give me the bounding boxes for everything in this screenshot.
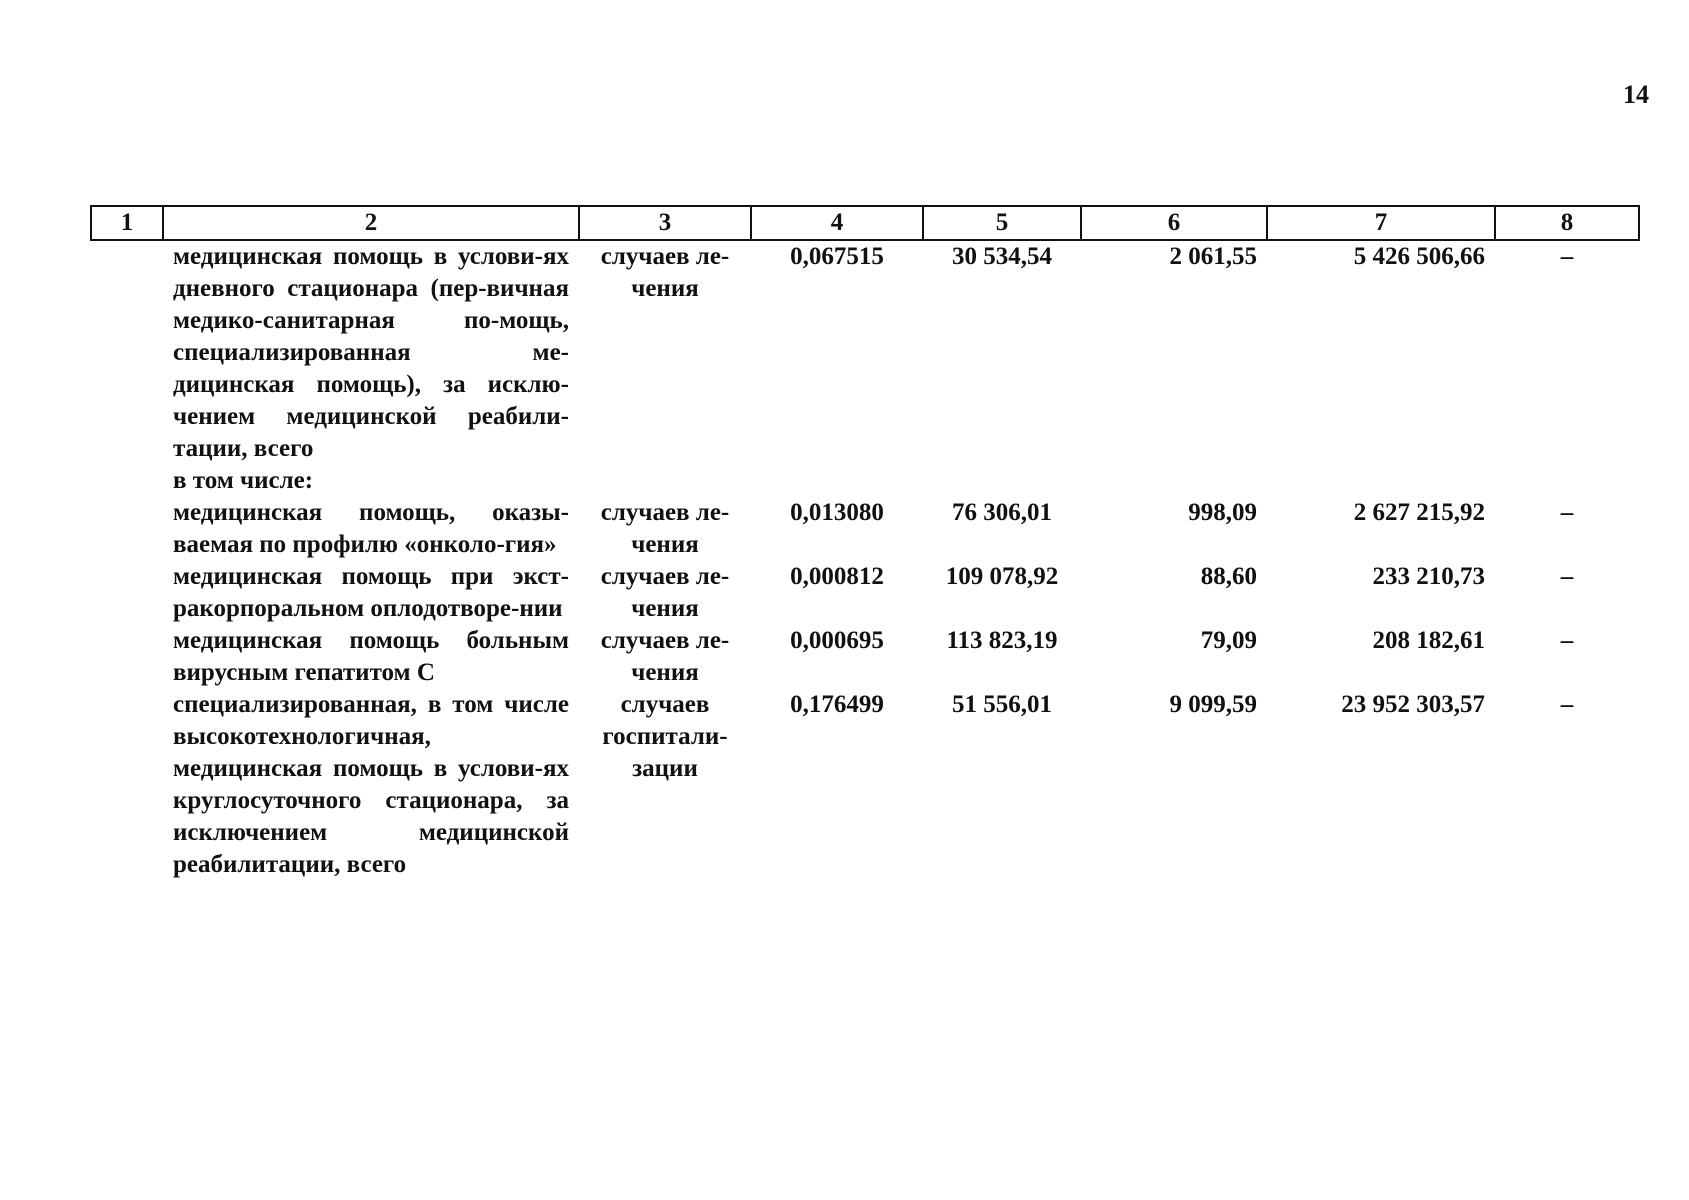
row-col-6: 88,60 [1200, 563, 1257, 590]
row-col-5: 30 534,54 [952, 243, 1052, 270]
table-row [91, 561, 1639, 625]
row-col-8: – [1560, 691, 1574, 718]
row-name: медицинская помощь, оказы-ваемая по профилю «онколо-гия» [173, 499, 569, 558]
row-col-6: 998,09 [1188, 499, 1257, 526]
row-col-4: 0,176499 [790, 691, 884, 718]
row-col-4: 0,067515 [790, 243, 884, 270]
row-col-6: 79,09 [1200, 627, 1257, 654]
header-col-6: 6 [1081, 206, 1267, 240]
table-row [91, 240, 1639, 465]
row-unit: случаев госпитали-зации [602, 691, 728, 782]
row-name: медицинская помощь при экст-ракорпоральном оплодотворе-нии [173, 563, 569, 622]
data-table [90, 205, 1640, 881]
row-number-cell [91, 561, 163, 625]
row-col-6: 2 061,55 [1169, 243, 1257, 270]
row-col-4: 0,013080 [790, 499, 884, 526]
row-col-7: 233 210,73 [1372, 563, 1485, 590]
header-col-4: 4 [751, 206, 923, 240]
row-col-7: 208 182,61 [1372, 627, 1485, 654]
row-col-7: 23 952 303,57 [1341, 691, 1485, 718]
row-name: медицинская помощь в услови-ях дневного стационара (пер-вичная медико-санитарная по-мощь, специализированная ме-дицинская помощь), за исклю-чением медицинской реабили-тации, всего [173, 243, 569, 462]
row-unit: случаев ле-чения [600, 499, 730, 558]
header-col-1: 1 [91, 206, 163, 240]
row-col-4: 0,000812 [790, 563, 884, 590]
row-col-6: 9 099,59 [1169, 691, 1257, 718]
row-col-8: – [1560, 563, 1574, 590]
header-col-5: 5 [923, 206, 1081, 240]
row-name: в том числе: [173, 467, 314, 494]
row-number-cell [91, 689, 163, 881]
row-unit: случаев ле-чения [600, 563, 730, 622]
row-col-8: – [1560, 243, 1574, 270]
row-name: специализированная, в том числе высокотехнологичная, медицинская помощь в услови-ях круглосуточного стационара, за исключением медицинской реабилитации, всего [173, 691, 569, 878]
row-number-cell [91, 240, 163, 465]
header-col-7: 7 [1267, 206, 1495, 240]
row-number-cell [91, 497, 163, 561]
header-row [91, 206, 1639, 240]
row-number-cell [91, 625, 163, 689]
row-col-5: 51 556,01 [952, 691, 1052, 718]
row-unit: случаев ле-чения [600, 243, 730, 302]
row-col-8: – [1560, 499, 1574, 526]
header-col-8: 8 [1495, 206, 1639, 240]
row-col-7: 5 426 506,66 [1353, 243, 1485, 270]
row-col-5: 109 078,92 [945, 563, 1059, 590]
page-number: 14 [1623, 80, 1649, 109]
row-col-5: 113 823,19 [946, 627, 1058, 654]
row-unit: случаев ле-чения [600, 627, 730, 686]
row-empty-cells [579, 465, 1639, 497]
row-name: медицинская помощь больным вирусным гепатитом С [173, 627, 569, 686]
header-col-3: 3 [579, 206, 751, 240]
table-row [91, 689, 1639, 881]
row-col-8: – [1560, 627, 1574, 654]
row-number-cell [91, 465, 163, 497]
header-col-2: 2 [163, 206, 579, 240]
table-row [91, 465, 1639, 497]
row-col-5: 76 306,01 [952, 499, 1052, 526]
row-col-4: 0,000695 [790, 627, 884, 654]
table-row [91, 497, 1639, 561]
row-col-7: 2 627 215,92 [1353, 499, 1485, 526]
table-row [91, 625, 1639, 689]
